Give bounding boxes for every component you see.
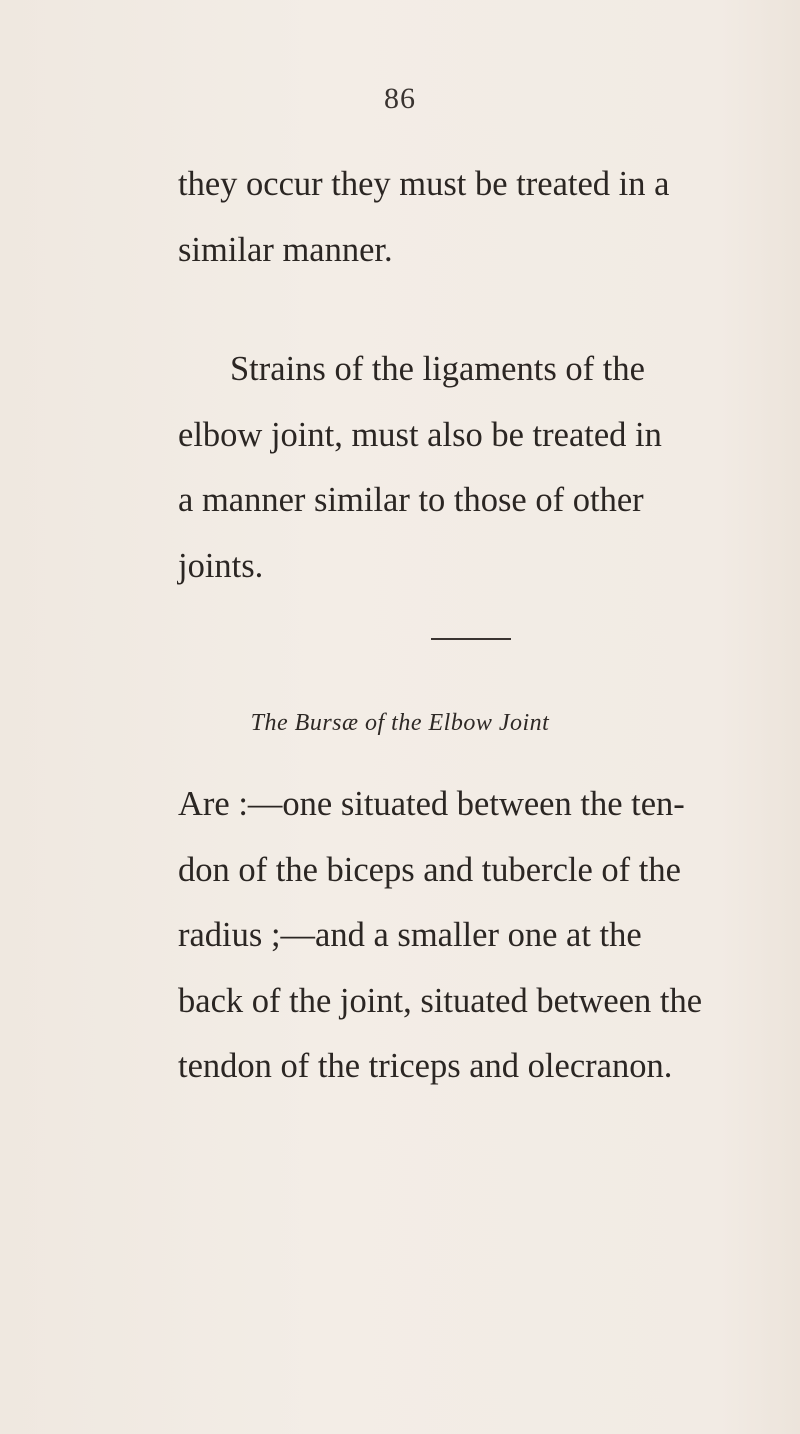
text-line: joints. [178, 546, 264, 585]
text-line: they occur they must be treated in a [178, 165, 670, 203]
section-divider [431, 638, 511, 640]
text-line: a manner similar to those of other [178, 481, 644, 519]
paragraph-bursae [178, 772, 742, 1100]
text-line: Are :—one situated between the ten- [178, 785, 685, 823]
text-line: elbow joint, must also be treated in [178, 415, 662, 454]
section-heading: The Bursæ of the Elbow Joint [250, 710, 550, 736]
text-line: radius ;—and a smaller one at the [178, 916, 642, 954]
paragraph-continuation [178, 152, 742, 283]
paragraph-strains [178, 337, 742, 599]
text-line: don of the biceps and tubercle of the [178, 850, 681, 889]
text-line: Strains of the ligaments of the [230, 350, 645, 388]
text-line: back of the joint, situated between the [178, 981, 703, 1020]
page-number: 86 [384, 82, 416, 115]
text-line: similar manner. [178, 230, 393, 269]
text-line: tendon of the triceps and olecranon. [178, 1047, 673, 1085]
